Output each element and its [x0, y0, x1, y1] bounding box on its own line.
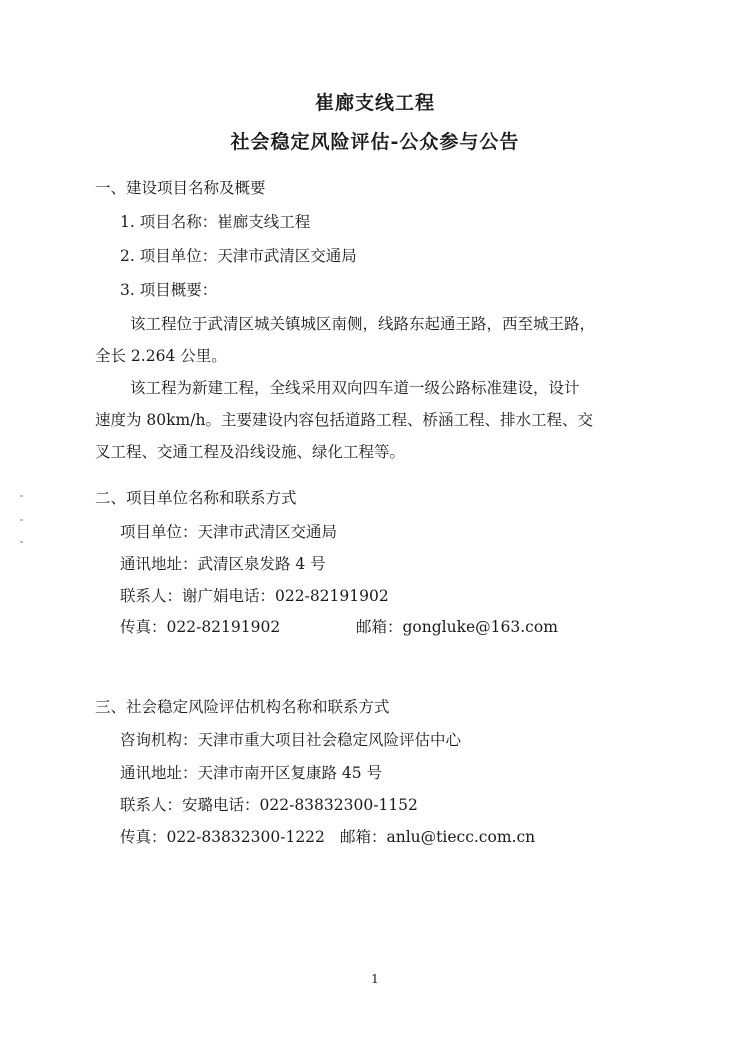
agency-fax: 传真：022-83832300-1222 [120, 828, 325, 846]
agency-contact: 联系人：安璐电话：022-83832300-1152 [120, 796, 418, 814]
unit-address: 通讯地址：武清区泉发路 4 号 [120, 555, 326, 573]
agency-email: 邮箱：anlu@tiecc.com.cn [340, 828, 536, 846]
section1-heading: 一、建设项目名称及概要 [95, 179, 266, 197]
section2-heading: 二、项目单位名称和联系方式 [95, 489, 297, 507]
scan-mark [20, 519, 23, 521]
unit-name: 项目单位：天津市武清区交通局 [120, 523, 338, 541]
overview-para2-line1: 该工程为新建工程，全线采用双向四车道一级公路标准建设，设计 [130, 379, 580, 397]
unit-contact: 联系人：谢广娟电话：022-82191902 [120, 587, 389, 605]
project-name: 1. 项目名称：崔廊支线工程 [120, 213, 311, 231]
project-overview-label: 3. 项目概要： [120, 281, 218, 299]
unit-email: 邮箱：gongluke@163.com [356, 618, 558, 636]
document-subtitle: 社会稳定风险评估-公众参与公告 [230, 131, 520, 153]
page-number: 1 [371, 972, 379, 986]
unit-fax: 传真：022-82191902 [120, 618, 281, 636]
scan-mark [20, 541, 23, 543]
overview-para1-line2: 全长 2.264 公里。 [95, 347, 227, 365]
overview-para1-line1: 该工程位于武清区城关镇城区南侧，线路东起通王路，西至城王路， [130, 315, 596, 333]
project-unit: 2. 项目单位：天津市武清区交通局 [120, 247, 357, 265]
agency-name: 咨询机构：天津市重大项目社会稳定风险评估中心 [120, 731, 462, 749]
agency-address: 通讯地址：天津市南开区复康路 45 号 [120, 764, 383, 782]
overview-para2-line3: 叉工程、交通工程及沿线设施、绿化工程等。 [95, 443, 406, 461]
document-title: 崔廊支线工程 [314, 92, 435, 114]
section3-heading: 三、社会稳定风险评估机构名称和联系方式 [95, 698, 390, 716]
scan-mark [20, 495, 23, 497]
overview-para2-line2: 速度为 80km/h。主要建设内容包括道路工程、桥涵工程、排水工程、交 [95, 411, 593, 429]
